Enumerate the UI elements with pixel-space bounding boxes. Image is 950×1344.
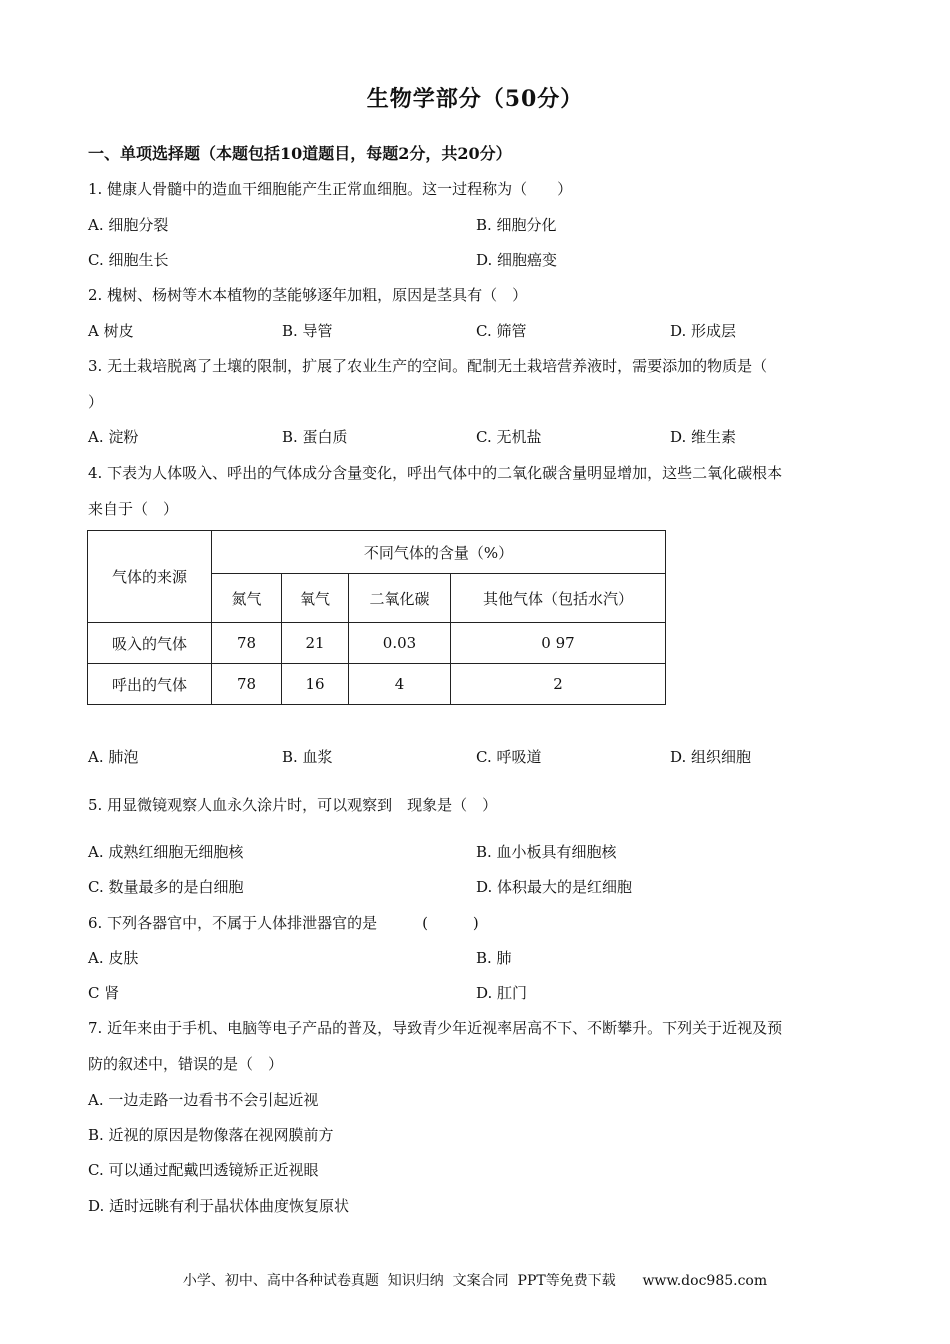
question-6-option-b: B. 肺 xyxy=(476,949,512,967)
question-6-option-c: C 肾 xyxy=(88,984,120,1002)
table-row-label: 呼出的气体 xyxy=(88,664,212,705)
question-6-option-a: A. 皮肤 xyxy=(88,949,139,967)
question-7-stem-line2: 防的叙述中，错误的是（ ） xyxy=(88,1055,284,1073)
question-7-option-b: B. 近视的原因是物像落在视网膜前方 xyxy=(88,1126,334,1144)
question-3-stem-line1: 3. 无土栽培脱离了土壤的限制，扩展了农业生产的空间。配制无土栽培营养液时，需要添加的物质是（ xyxy=(88,357,768,375)
question-3-option-b: B. 蛋白质 xyxy=(282,428,348,446)
question-2-option-a: A 树皮 xyxy=(88,322,134,340)
question-1-option-c: C. 细胞生长 xyxy=(88,251,169,269)
question-3-option-a: A. 淀粉 xyxy=(88,428,139,446)
question-4-stem-line1: 4. 下表为人体吸入、呼出的气体成分含量变化，呼出气体中的二氧化碳含量明显增加，这些二氧化碳根本 xyxy=(88,464,783,482)
question-4-option-d: D. 组织细胞 xyxy=(670,748,752,766)
table-header-group: 不同气体的含量（%） xyxy=(212,531,666,574)
question-6-option-d: D. 肛门 xyxy=(476,984,528,1002)
question-1-option-d: D. 细胞癌变 xyxy=(476,251,558,269)
question-7-stem-line1: 7. 近年来由于手机、电脑等电子产品的普及，导致青少年近视率居高不下、不断攀升。下列关于近视及预 xyxy=(88,1019,783,1037)
question-3-stem-line2: ） xyxy=(88,393,104,411)
table-col-header: 氧气 xyxy=(282,574,349,623)
section-title: 一、单项选择题（本题包括10道题目，每题2分，共20分） xyxy=(88,144,512,163)
table-col-header: 氮气 xyxy=(212,574,282,623)
question-1-option-a: A. 细胞分裂 xyxy=(88,216,169,234)
question-6-stem: 6. 下列各器官中，不属于人体排泄器官的是 ( ) xyxy=(88,914,479,932)
question-1-option-b: B. 细胞分化 xyxy=(476,216,557,234)
table-cell: 78 xyxy=(212,664,282,705)
table-header-source: 气体的来源 xyxy=(88,531,212,623)
question-1-stem: 1. 健康人骨髓中的造血干细胞能产生正常血细胞。这一过程称为（ ） xyxy=(88,180,573,198)
question-4-option-b: B. 血浆 xyxy=(282,748,333,766)
question-7-option-a: A. 一边走路一边看书不会引起近视 xyxy=(88,1091,319,1109)
question-7-option-c: C. 可以通过配戴凹透镜矫正近视眼 xyxy=(88,1161,319,1179)
page-footer: 小学、初中、高中各种试卷真题 知识归纳 文案合同 PPT等免费下载 www.doc985.com xyxy=(182,1273,768,1289)
question-4-option-c: C. 呼吸道 xyxy=(476,748,542,766)
table-col-header: 其他气体（包括水汽） xyxy=(451,574,666,623)
table-cell: 21 xyxy=(282,623,349,664)
table-row-label: 吸入的气体 xyxy=(88,623,212,664)
question-3-option-d: D. 维生素 xyxy=(670,428,737,446)
question-2-option-b: B. 导管 xyxy=(282,322,333,340)
table-row xyxy=(88,664,666,705)
gas-content-table xyxy=(87,530,666,705)
question-4-stem-line2: 来自于（ ） xyxy=(88,500,179,518)
question-5-option-b: B. 血小板具有细胞核 xyxy=(476,843,617,861)
question-2-option-d: D. 形成层 xyxy=(670,322,737,340)
question-3-option-c: C. 无机盐 xyxy=(476,428,542,446)
table-cell: 4 xyxy=(349,664,451,705)
table-cell: 0 97 xyxy=(451,623,666,664)
page-title: 生物学部分（50分） xyxy=(366,86,584,112)
question-2-option-c: C. 筛管 xyxy=(476,322,527,340)
question-5-option-a: A. 成熟红细胞无细胞核 xyxy=(88,843,244,861)
table-cell: 16 xyxy=(282,664,349,705)
question-4-option-a: A. 肺泡 xyxy=(88,748,139,766)
question-7-option-d: D. 适时远眺有利于晶状体曲度恢复原状 xyxy=(88,1197,350,1215)
table-cell: 78 xyxy=(212,623,282,664)
question-5-option-c: C. 数量最多的是白细胞 xyxy=(88,878,244,896)
table-row xyxy=(88,623,666,664)
question-2-stem: 2. 槐树、杨树等木本植物的茎能够逐年加粗，原因是茎具有（ ） xyxy=(88,286,528,304)
table-cell: 2 xyxy=(451,664,666,705)
table-col-header: 二氧化碳 xyxy=(349,574,451,623)
table-cell: 0.03 xyxy=(349,623,451,664)
question-5-option-d: D. 体积最大的是红细胞 xyxy=(476,878,633,896)
question-5-stem: 5. 用显微镜观察人血永久涂片时，可以观察到 现象是（ ） xyxy=(88,796,498,814)
